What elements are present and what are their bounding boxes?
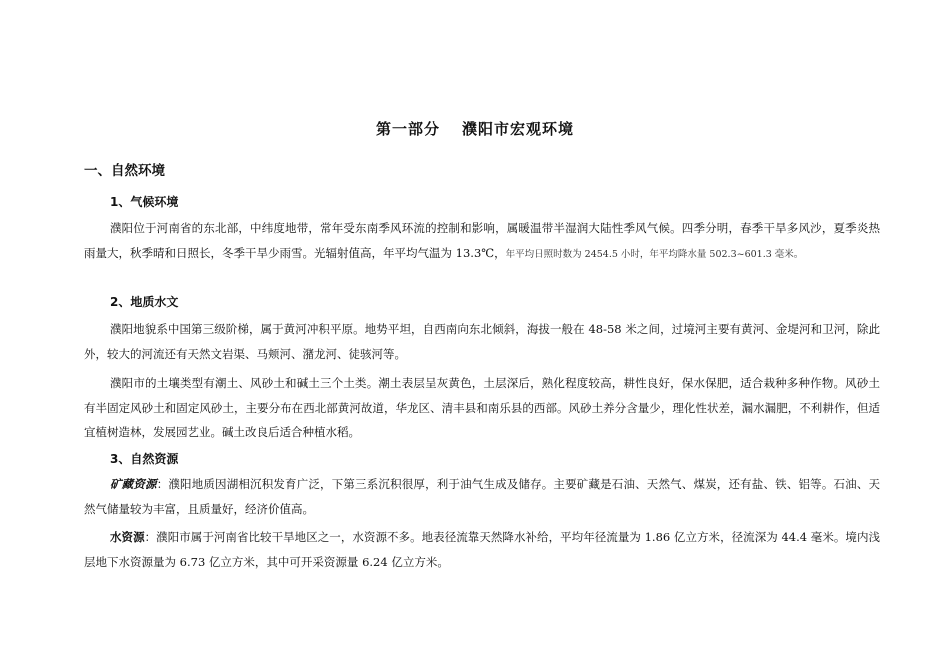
paragraph-geology: 濮阳地貌系中国第三级阶梯，属于黄河冲积平原。地势平坦，自西南向东北倾斜，海拔一般在 48-58 米之间，过境河主要有黄河、金堤河和卫河，除此外，较大的河流还有天然文岩渠、马颊河、潴龙河、徒骇河等。 xyxy=(84,322,880,361)
subheading-geology: 2、地质水文 xyxy=(110,295,179,309)
paragraph-climate xyxy=(84,216,880,267)
mineral-text: ：濮阳地质因湖相沉积发育广泛，下第三系沉积很厚，利于油气生成及储存。主要矿藏是石油、天然气、煤炭，还有盐、铁、铝等。石油、天然气储量较为丰富，且质量好，经济价值高。 xyxy=(84,477,881,516)
mineral-label: 矿藏资源 xyxy=(110,477,157,491)
paragraph-water xyxy=(84,525,880,574)
water-label: 水资源 xyxy=(110,530,145,544)
section-heading-natural-environment: 一、自然环境 xyxy=(84,163,165,179)
climate-text: 濮阳位于河南省的东北部，中纬度地带，常年受东南季风环流的控制和影响，属暖温带半湿润大陆性季风气候。四季分明，春季干旱多风沙，夏季炎热雨量大，秋季晴和日照长，冬季干旱少雨雪。光辐射值高，年平均气温为 13.3℃， xyxy=(84,221,880,260)
water-text: ：濮阳市属于河南省比较干旱地区之一，水资源不多。地表径流靠天然降水补给，平均年径流量为 1.86 亿立方米，径流深为 44.4 毫米。境内浅层地下水资源量为 6.73 亿立方米，其中可开采资源量 6.24 亿立方米。 xyxy=(84,530,880,569)
page-title xyxy=(0,118,950,140)
climate-text-small: 年平均日照时数为 2454.5 小时，年平均降水量 502.3~601.3 毫米。 xyxy=(505,248,804,260)
paragraph-mineral xyxy=(84,472,880,521)
paragraph-soil: 濮阳市的土壤类型有潮土、风砂土和碱土三个土类。潮土表层呈灰黄色，土层深后，熟化程度较高，耕性良好，保水保肥，适合栽种多种作物。风砂土有半固定风砂土和固定风砂土，主要分布在西北部黄河故道，华龙区、清丰县和南乐县的西部。风砂土养分含量少，理化性状差，漏水漏肥，不利耕作，但适宜植树造林，发展园艺业。碱土改良后适合种植水稻。 xyxy=(84,376,880,439)
subheading-resources: 3、自然资源 xyxy=(110,452,179,466)
subheading-climate: 1、气候环境 xyxy=(110,195,179,209)
title-main: 濮阳市宏观环境 xyxy=(462,120,575,138)
title-part: 第一部分 xyxy=(375,120,440,138)
